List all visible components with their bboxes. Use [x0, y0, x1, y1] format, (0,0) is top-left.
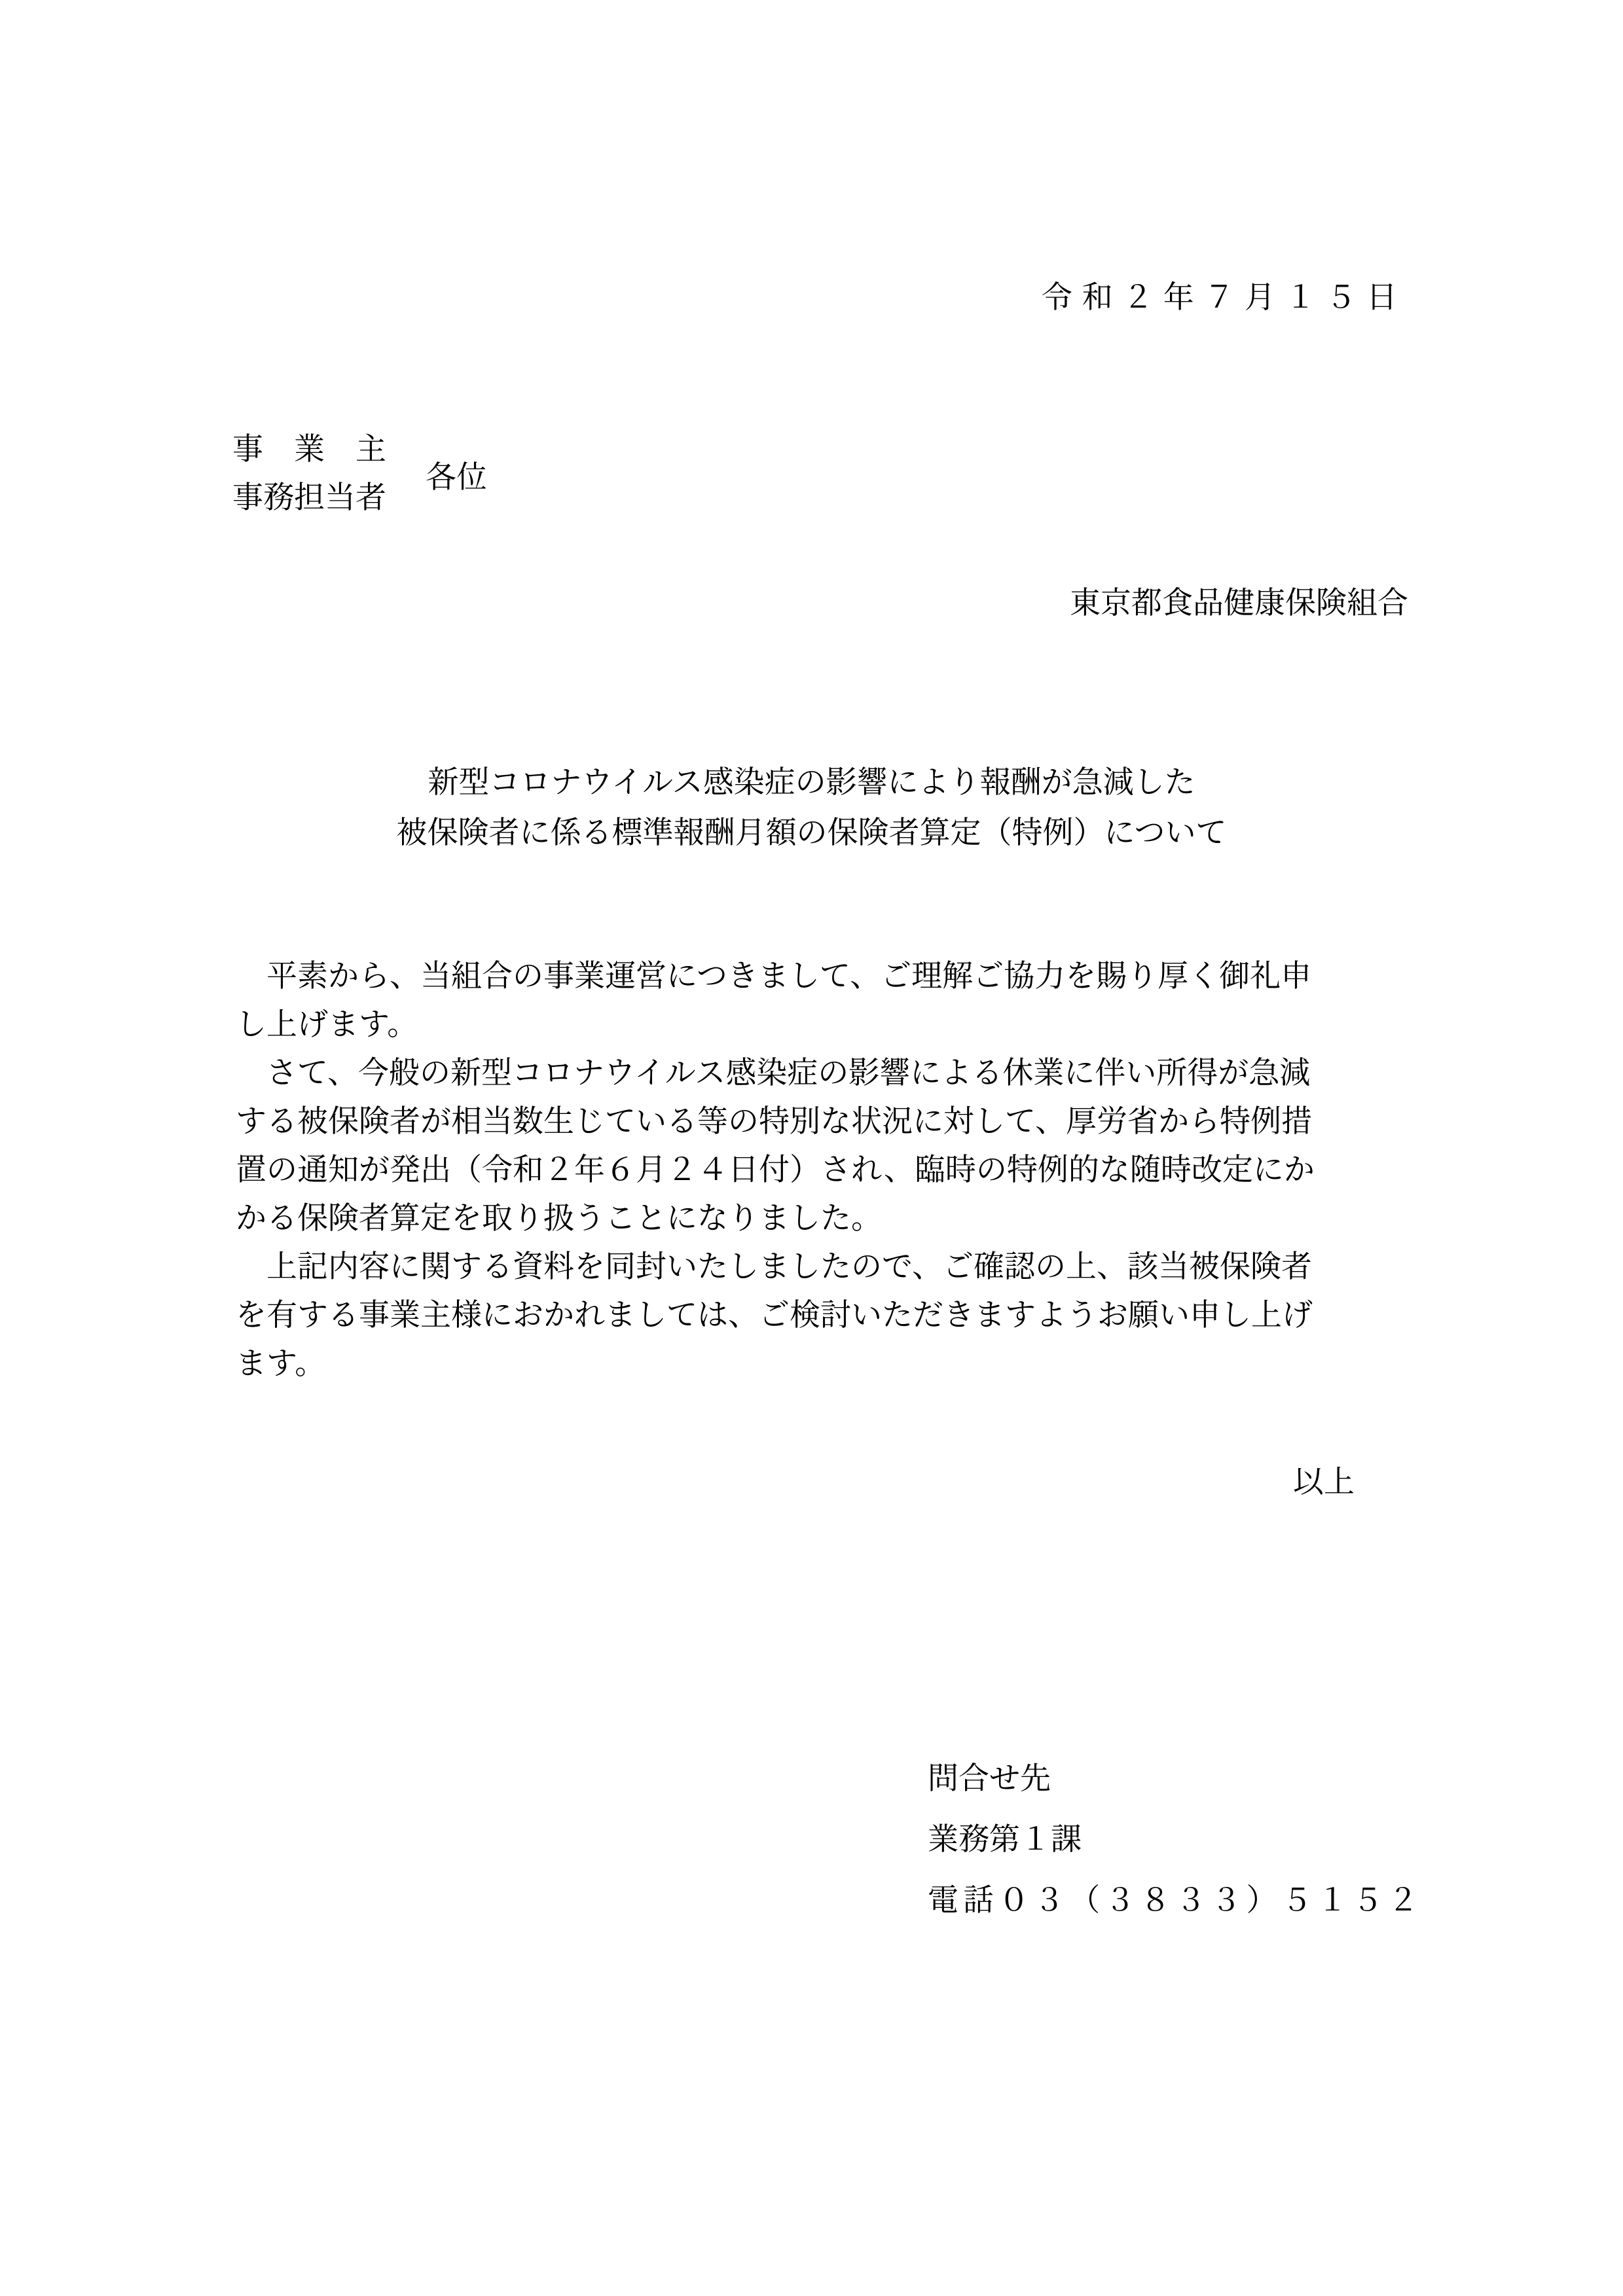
body-line: かる保険者算定を取り扱うことになりました。: [236, 1202, 882, 1236]
body-line: 上記内容に関する資料を同封いたしましたので、ご確認の上、該当被保険者: [236, 1250, 1313, 1284]
letter-title: [0, 758, 1623, 859]
body-line: 置の通知が発出（令和２年６月２４日付）され、臨時の特例的な随時改定にか: [236, 1153, 1315, 1187]
letter-title-line-1: 新型コロナウイルス感染症の影響により報酬が急減した: [428, 766, 1195, 800]
contact-block: [928, 1749, 1423, 1931]
contact-department: 業務第１課: [928, 1823, 1082, 1857]
recipient-suffix: 各位: [426, 461, 487, 495]
recipient-block: [232, 425, 487, 522]
contact-phone: 電話０３（３８３３）５１５２: [928, 1884, 1423, 1918]
closing-text: 以上: [1293, 1465, 1355, 1499]
contact-heading: 問合せ先: [928, 1762, 1051, 1796]
body-line: さて、今般の新型コロナウイルス感染症の影響による休業に伴い所得が急減: [236, 1056, 1311, 1090]
body-line: する被保険者が相当数生じている等の特別な状況に対して、厚労省から特例措: [236, 1105, 1313, 1139]
body-paragraphs: [236, 952, 1315, 1388]
letter-title-line-2: 被保険者に係る標準報酬月額の保険者算定（特例）について: [396, 816, 1227, 850]
body-line: ます。: [236, 1347, 326, 1381]
letter-date: 令和２年７月１５日: [1041, 281, 1407, 315]
recipient-line-2: 事務担当者: [232, 481, 386, 515]
body-line: を有する事業主様におかれましては、ご検討いただきますようお願い申し上げ: [236, 1299, 1313, 1333]
body-line: 平素から、当組合の事業運営につきまして、ご理解ご協力を賜り厚く御礼申: [236, 960, 1312, 994]
body-line: し上げます。: [236, 1008, 418, 1042]
recipient-line-1: 事 業 主: [232, 433, 386, 467]
sender-name: 東京都食品健康保険組合: [1070, 586, 1408, 620]
recipient-names: [232, 425, 386, 522]
